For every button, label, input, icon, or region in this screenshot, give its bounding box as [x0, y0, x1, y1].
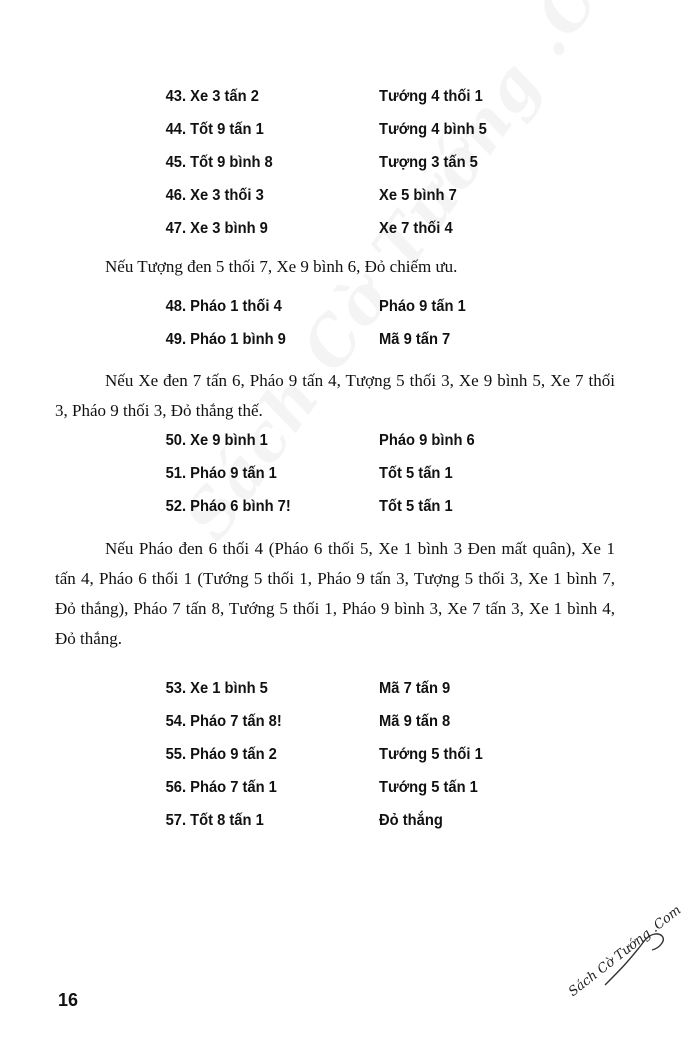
- commentary-paragraph: Nếu Pháo đen 6 thối 4 (Pháo 6 thối 5, Xe 1 bình 3 Đen mất quân), Xe 1 tấn 4, Pháo 6 thối 1 (Tướng 5 thối 1, Pháo 9 tấn 3, Tượng 5 thối 3, Xe 1 bình 7, Đỏ thắng), Pháo 7 tấn 8, Tướng 5 thối 1, Pháo 9 bình 3, Xe 7 tấn 3, Xe 1 bình 4, Đỏ thắng.: [55, 539, 615, 648]
- black-move: Tốt 5 tấn 1: [379, 465, 453, 482]
- move-list: [0, 432, 700, 531]
- red-move: 53. Xe 1 bình 5: [165, 680, 268, 697]
- black-move: Tướng 5 tấn 1: [379, 779, 478, 796]
- red-move: 56. Pháo 7 tấn 1: [165, 779, 277, 796]
- black-move: Pháo 9 tấn 1: [379, 298, 466, 315]
- move-row: [0, 465, 644, 498]
- black-move: Mã 9 tấn 8: [379, 713, 451, 730]
- move-row: [0, 154, 644, 187]
- red-move: 48. Pháo 1 thối 4: [165, 298, 282, 315]
- red-move: 45. Tốt 9 bình 8: [165, 154, 273, 171]
- black-move: Xe 5 bình 7: [379, 187, 457, 204]
- publisher-stamp: Sách Cờ Tướng .Com: [566, 902, 685, 1000]
- black-move: Pháo 9 bình 6: [379, 432, 475, 449]
- red-move: 44. Tốt 9 tấn 1: [165, 121, 264, 138]
- red-move: 55. Pháo 9 tấn 2: [165, 746, 277, 763]
- move-row: [0, 746, 644, 779]
- move-row: [0, 220, 644, 253]
- red-move: 57. Tốt 8 tấn 1: [165, 812, 264, 829]
- red-move: 47. Xe 3 bình 9: [165, 220, 268, 237]
- move-list: [0, 88, 700, 253]
- move-row: [0, 680, 644, 713]
- move-row: [0, 298, 644, 331]
- red-move: 50. Xe 9 bình 1: [165, 432, 268, 449]
- red-move: 46. Xe 3 thối 3: [165, 187, 264, 204]
- black-move: Mã 7 tấn 9: [379, 680, 451, 697]
- black-move: Tốt 5 tấn 1: [379, 498, 453, 515]
- commentary-paragraph: Nếu Xe đen 7 tấn 6, Pháo 9 tấn 4, Tượng 5 thối 3, Xe 9 bình 5, Xe 7 thối 3, Pháo 9 thối 3, Đỏ thắng thế.: [55, 371, 615, 420]
- black-move: Mã 9 tấn 7: [379, 331, 451, 348]
- move-row: [0, 88, 644, 121]
- commentary-paragraph: Nếu Tượng đen 5 thối 7, Xe 9 bình 6, Đỏ chiếm ưu.: [105, 257, 458, 276]
- black-move: Tượng 3 tấn 5: [379, 154, 478, 171]
- black-move: Tướng 5 thối 1: [379, 746, 483, 763]
- move-row: [0, 812, 644, 845]
- black-move: Xe 7 thối 4: [379, 220, 453, 237]
- move-row: [0, 331, 644, 364]
- black-move: Tướng 4 thối 1: [379, 88, 483, 105]
- move-row: [0, 498, 644, 531]
- black-move: Tướng 4 bình 5: [379, 121, 487, 138]
- move-row: [0, 713, 644, 746]
- move-row: [0, 187, 644, 220]
- red-move: 51. Pháo 9 tấn 1: [165, 465, 277, 482]
- red-move: 43. Xe 3 tấn 2: [165, 88, 259, 105]
- move-row: [0, 779, 644, 812]
- red-move: 54. Pháo 7 tấn 8!: [165, 713, 282, 730]
- red-move: 49. Pháo 1 bình 9: [165, 331, 286, 348]
- black-move: Đỏ thắng: [379, 812, 443, 829]
- red-move: 52. Pháo 6 bình 7!: [165, 498, 291, 515]
- move-row: [0, 121, 644, 154]
- move-row: [0, 432, 644, 465]
- move-list: [0, 298, 700, 364]
- page-number: 16: [58, 990, 79, 1010]
- move-list: [0, 680, 700, 845]
